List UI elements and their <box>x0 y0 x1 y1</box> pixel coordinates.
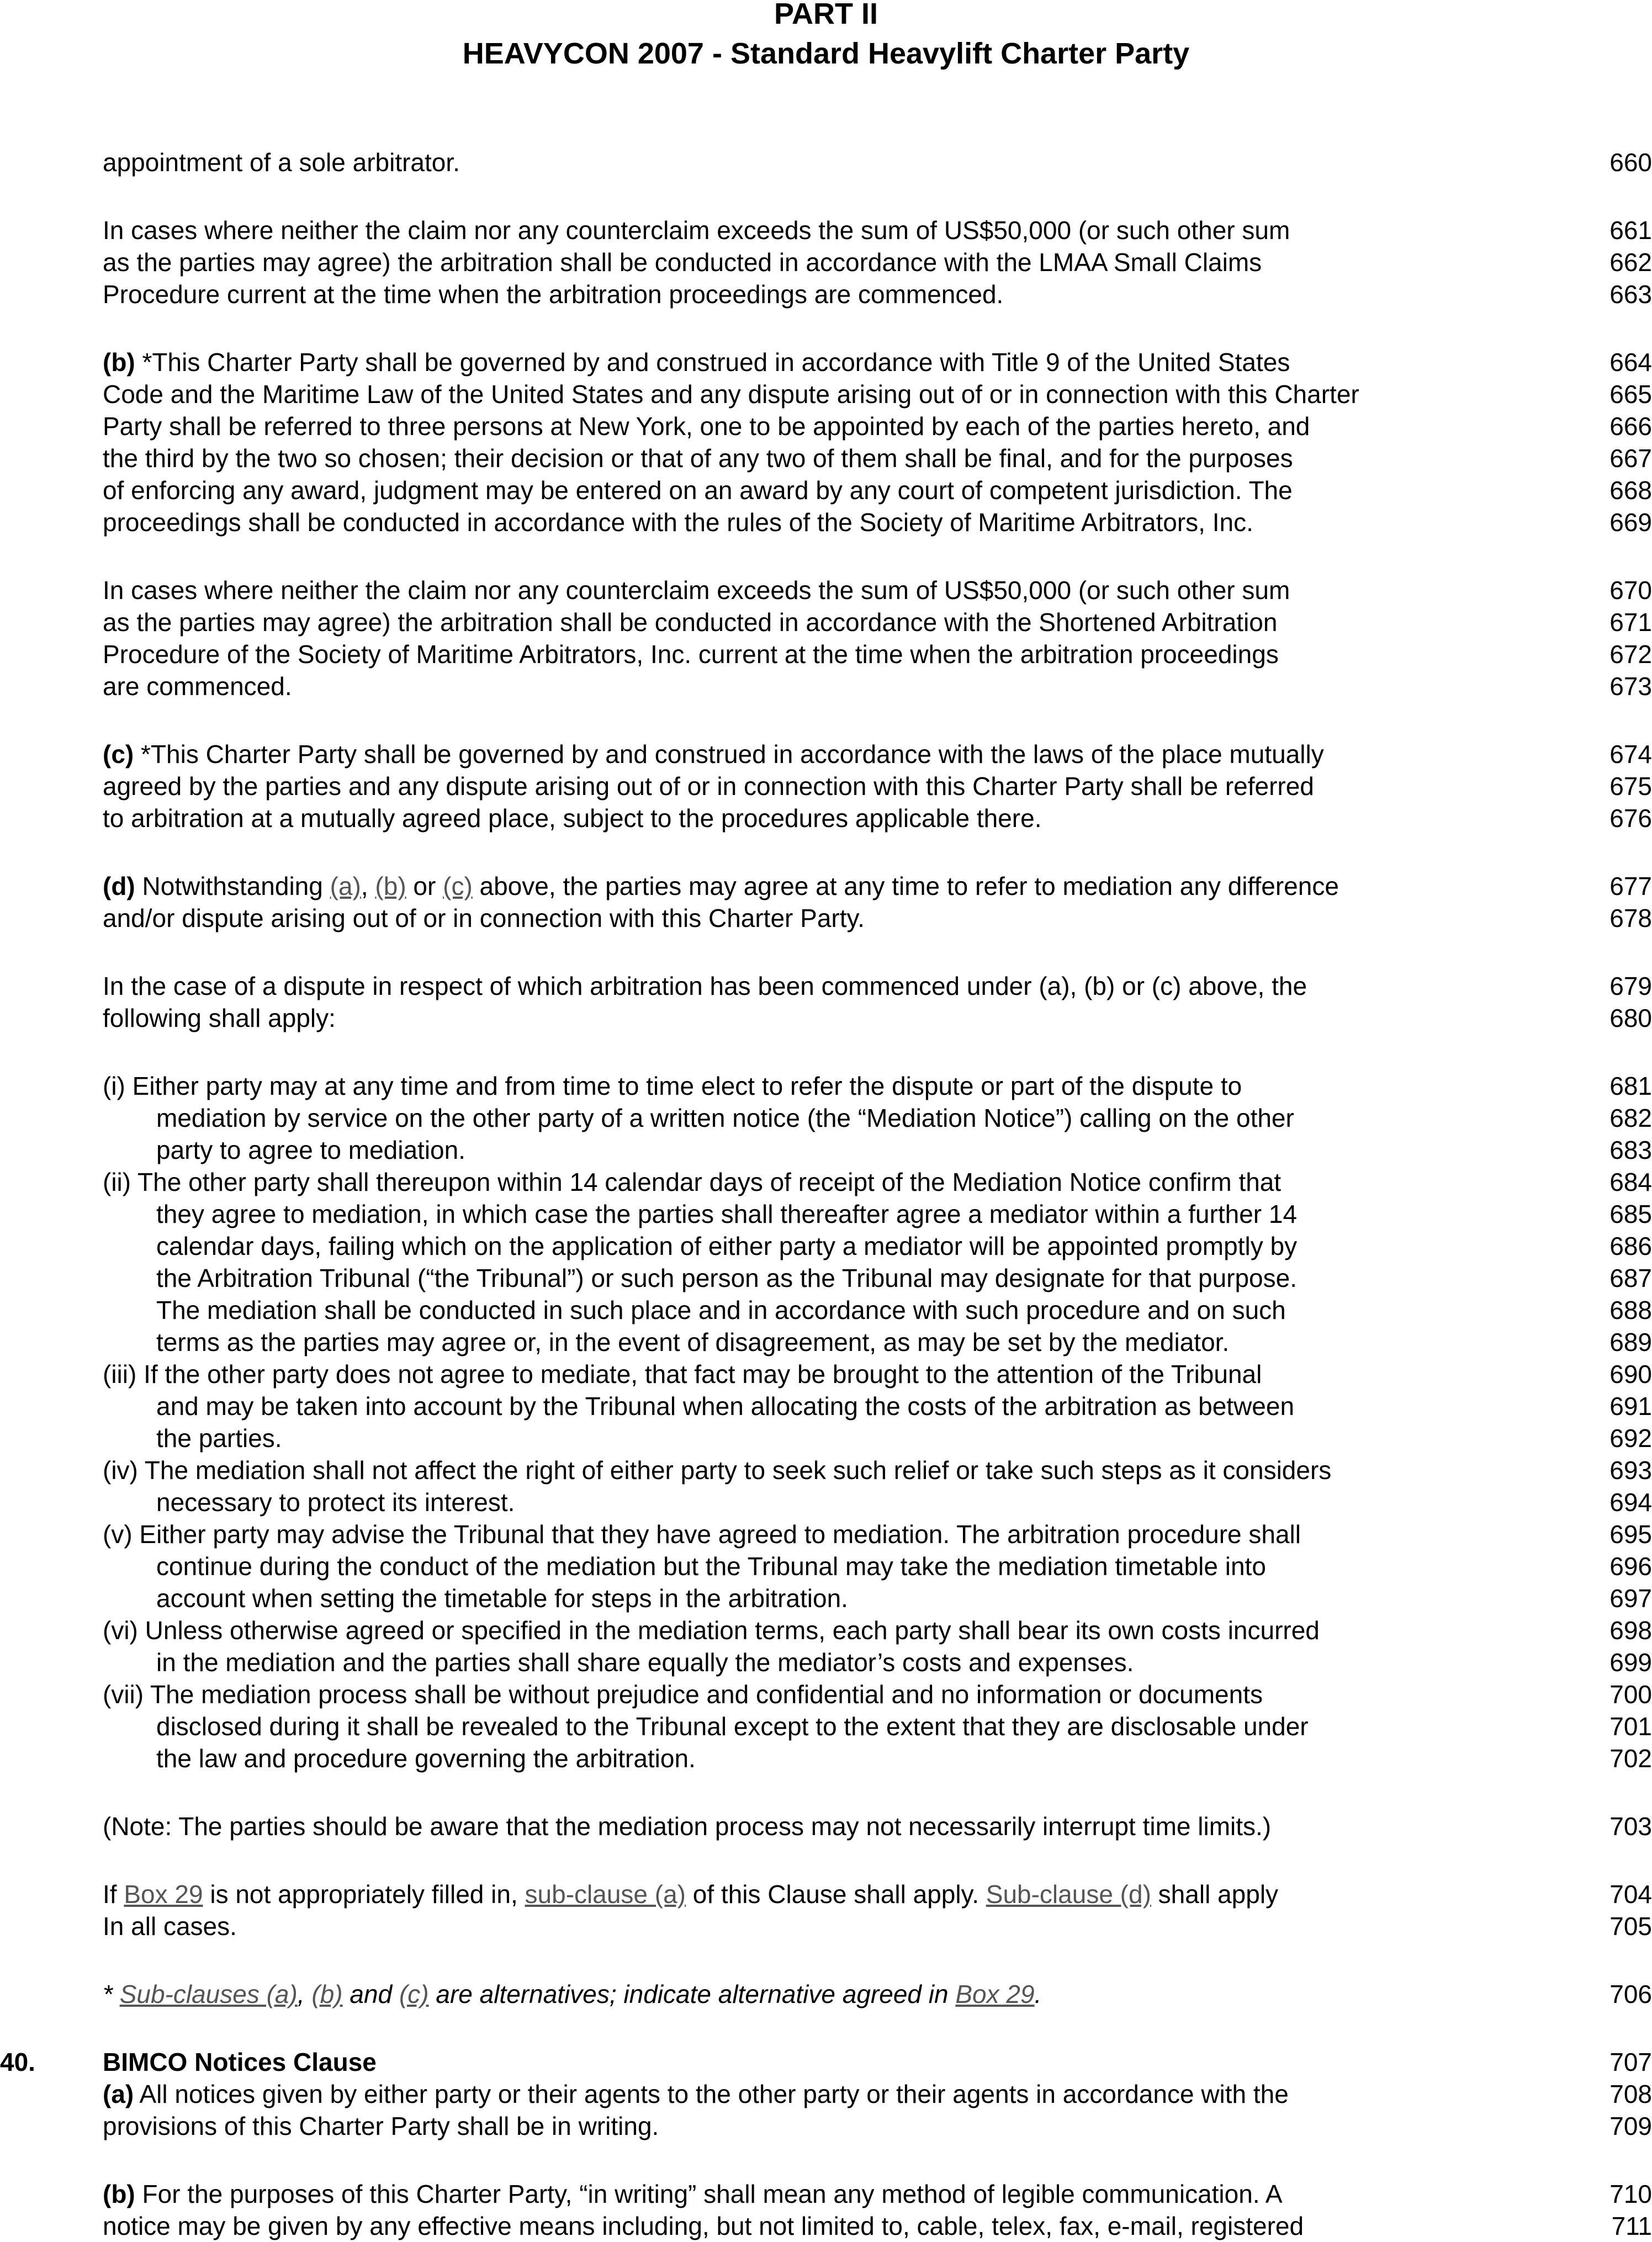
text-segment: and/or dispute arising out of or in connection with this Charter Party. <box>103 904 865 932</box>
text-line <box>156 1134 465 1166</box>
line-number: 704 <box>1609 1880 1652 1909</box>
text-segment: * <box>103 1980 120 2008</box>
line-number: 697 <box>1609 1584 1652 1613</box>
text-segment: the third by the two so chosen; their decision or that of any two of them shall be final, and for the purposes <box>103 444 1293 473</box>
text-segment: *This Charter Party shall be governed by and construed in accordance with the laws of the place mutually <box>134 740 1324 768</box>
text-line <box>156 1102 1294 1134</box>
text-segment: following shall apply: <box>103 1004 336 1032</box>
text-line <box>156 1550 1266 1582</box>
line-number: 690 <box>1609 1360 1652 1388</box>
cross-reference-link[interactable]: Box 29 <box>955 1980 1035 2008</box>
text-segment: *This Charter Party shall be governed by and construed in accordance with Title 9 of the United States <box>135 348 1290 377</box>
text-line <box>156 1198 1297 1230</box>
text-segment: party to agree to mediation. <box>156 1136 465 1164</box>
text-line <box>156 1422 282 1454</box>
cross-reference-link[interactable]: (c) <box>399 1980 429 2008</box>
text-segment: All notices given by either party or their agents to the other party or their agents in accordance with the <box>134 2080 1289 2108</box>
line-number: 669 <box>1609 508 1652 537</box>
text-segment: terms as the parties may agree or, in the event of disagreement, as may be set by the mediator. <box>156 1328 1230 1356</box>
text-line <box>103 2178 1283 2210</box>
line-number: 682 <box>1609 1104 1652 1132</box>
line-number: 687 <box>1609 1264 1652 1292</box>
text-segment: (c) <box>103 740 134 768</box>
text-segment: (Note: The parties should be aware that the mediation process may not necessarily interrupt time limits.) <box>103 1812 1272 1841</box>
text-line <box>103 2046 377 2078</box>
text-segment: of this Clause shall apply. <box>686 1880 986 1909</box>
text-segment: If <box>103 1880 124 1909</box>
line-number: 700 <box>1609 1680 1652 1709</box>
line-number: 705 <box>1609 1912 1652 1941</box>
text-line <box>103 474 1293 506</box>
line-number: 663 <box>1609 280 1652 309</box>
text-segment: (iii) If the other party does not agree to mediate, that fact may be brought to the attention of the Tribunal <box>103 1360 1262 1388</box>
text-line <box>156 1390 1294 1422</box>
text-segment: or <box>406 872 443 900</box>
line-number: 685 <box>1609 1200 1652 1228</box>
line-number: 678 <box>1609 904 1652 932</box>
line-number: 668 <box>1609 476 1652 505</box>
text-line <box>103 970 1307 1002</box>
text-segment: , <box>361 872 375 900</box>
line-number: 674 <box>1609 740 1652 768</box>
text-segment: In the case of a dispute in respect of which arbitration has been commenced under (a), (b) or (c) above, the <box>103 972 1307 1000</box>
line-number: 692 <box>1609 1424 1652 1453</box>
text-segment: Procedure current at the time when the arbitration proceedings are commenced. <box>103 280 1004 309</box>
text-line <box>156 1262 1297 1294</box>
text-line <box>103 1358 1262 1390</box>
text-segment: account when setting the timetable for steps in the arbitration. <box>156 1584 848 1613</box>
line-number: 691 <box>1609 1392 1652 1421</box>
text-line <box>156 1582 848 1614</box>
cross-reference-link[interactable]: Sub-clauses (a) <box>119 1980 298 2008</box>
line-number: 664 <box>1609 348 1652 377</box>
text-line <box>103 802 1041 834</box>
text-line <box>103 574 1290 606</box>
line-number: 683 <box>1609 1136 1652 1164</box>
text-segment: Notwithstanding <box>135 872 330 900</box>
text-segment: Party shall be referred to three persons at New York, one to be appointed by each of the parties hereto, and <box>103 412 1310 441</box>
text-segment: In cases where neither the claim nor any counterclaim exceeds the sum of US$50,000 (or such other sum <box>103 576 1290 605</box>
line-number: 670 <box>1609 576 1652 605</box>
cross-reference-link[interactable]: sub-clause (a) <box>525 1880 686 1909</box>
text-segment: (b) <box>103 348 135 377</box>
line-number: 693 <box>1609 1456 1652 1485</box>
text-line <box>103 1518 1301 1550</box>
text-line <box>103 278 1003 310</box>
text-segment: (a) <box>103 2080 134 2108</box>
line-number: 679 <box>1609 972 1652 1000</box>
part-heading: PART II <box>774 0 878 30</box>
text-line <box>103 638 1279 670</box>
text-segment: provisions of this Charter Party shall be in writing. <box>103 2112 659 2140</box>
text-line <box>156 1742 696 1774</box>
text-segment: as the parties may agree) the arbitration shall be conducted in accordance with the LMAA Small Claims <box>103 248 1262 277</box>
text-segment: (i) Either party may at any time and from time to time elect to refer the dispute or part of the dispute to <box>103 1072 1242 1100</box>
text-line <box>103 670 292 702</box>
line-number: 711 <box>1611 2212 1652 2240</box>
text-line <box>103 246 1262 278</box>
line-number: 681 <box>1609 1072 1652 1100</box>
text-line <box>103 2110 659 2142</box>
text-segment: are alternatives; indicate alternative agreed in <box>428 1980 956 2008</box>
text-line <box>103 378 1359 410</box>
text-segment: in the mediation and the parties shall share equally the mediator’s costs and expenses. <box>156 1648 1134 1677</box>
text-segment: In cases where neither the claim nor any counterclaim exceeds the sum of US$50,000 (or such other sum <box>103 216 1290 245</box>
line-number: 698 <box>1609 1616 1652 1645</box>
line-number: 708 <box>1609 2080 1652 2108</box>
text-segment: For the purposes of this Charter Party, “in writing” shall mean any method of legible communication. A <box>135 2180 1283 2208</box>
line-number: 706 <box>1609 1980 1652 2008</box>
text-segment: agreed by the parties and any dispute arising out of or in connection with this Charter Party shall be referred <box>103 772 1314 801</box>
text-line <box>103 214 1290 246</box>
line-number: 673 <box>1609 672 1652 701</box>
text-segment: Code and the Maritime Law of the United States and any dispute arising out of or in connection with this Charter <box>103 380 1359 409</box>
text-segment: the Arbitration Tribunal (“the Tribunal”) or such person as the Tribunal may designate for that purpose. <box>156 1264 1298 1292</box>
text-line <box>103 1454 1331 1486</box>
text-segment: and <box>342 1980 399 2008</box>
line-number: 677 <box>1609 872 1652 900</box>
text-segment: (vii) The mediation process shall be without prejudice and confidential and no information or documents <box>103 1680 1263 1709</box>
line-number: 709 <box>1609 2112 1652 2140</box>
text-segment: The mediation shall be conducted in such place and in accordance with such procedure and on such <box>156 1296 1286 1324</box>
text-segment: (vi) Unless otherwise agreed or specified in the mediation terms, each party shall bear its own costs incurred <box>103 1616 1320 1645</box>
text-line <box>103 2210 1304 2242</box>
cross-reference-link[interactable]: (b) <box>311 1980 343 2008</box>
text-segment: above, the parties may agree at any time to refer to mediation any difference <box>472 872 1339 900</box>
text-line <box>103 1910 237 1942</box>
text-segment: is not appropriately filled in, <box>203 1880 525 1909</box>
text-segment: calendar days, failing which on the application of either party a mediator will be appointed promptly by <box>156 1232 1298 1260</box>
text-line <box>103 770 1314 802</box>
line-number: 680 <box>1609 1004 1652 1032</box>
text-segment: to arbitration at a mutually agreed place, subject to the procedures applicable there. <box>103 804 1042 833</box>
text-segment: . <box>1034 1980 1042 2008</box>
text-line <box>103 442 1293 474</box>
line-number: 660 <box>1609 148 1652 177</box>
line-number: 672 <box>1609 640 1652 669</box>
text-segment: the parties. <box>156 1424 282 1453</box>
text-line <box>103 902 865 934</box>
cross-reference-link[interactable]: (c) <box>443 872 473 900</box>
text-segment: of enforcing any award, judgment may be entered on an award by any court of competent jurisdiction. The <box>103 476 1293 505</box>
text-segment: proceedings shall be conducted in accordance with the rules of the Society of Maritime Arbitrators, Inc. <box>103 508 1253 537</box>
text-line <box>103 1878 1278 1910</box>
cross-reference-link[interactable]: Sub-clause (d) <box>986 1880 1151 1909</box>
text-line <box>103 1070 1242 1102</box>
line-number: 665 <box>1609 380 1652 409</box>
text-segment: (ii) The other party shall thereupon within 14 calendar days of receipt of the Mediation Notice confirm that <box>103 1168 1282 1196</box>
line-number: 662 <box>1609 248 1652 277</box>
text-line <box>156 1486 515 1518</box>
text-segment: continue during the conduct of the mediation but the Tribunal may take the mediation timetable into <box>156 1552 1266 1581</box>
text-line <box>103 506 1253 538</box>
cross-reference-link[interactable]: (b) <box>375 872 406 900</box>
text-segment: (iv) The mediation shall not affect the right of either party to seek such relief or take such steps as it considers <box>103 1456 1332 1485</box>
line-number: 694 <box>1609 1488 1652 1517</box>
text-segment: the law and procedure governing the arbitration. <box>156 1744 696 1773</box>
text-line <box>156 1646 1134 1678</box>
text-segment: appointment of a sole arbitrator. <box>103 148 460 177</box>
text-line <box>156 1294 1286 1326</box>
text-line <box>156 1230 1297 1262</box>
text-segment: disclosed during it shall be revealed to the Tribunal except to the extent that they are disclosable under <box>156 1712 1309 1741</box>
line-number: 699 <box>1609 1648 1652 1677</box>
text-segment: (v) Either party may advise the Tribunal that they have agreed to mediation. The arbitration procedure shall <box>103 1520 1301 1549</box>
line-number: 676 <box>1609 804 1652 833</box>
line-number: 695 <box>1609 1520 1652 1549</box>
text-segment: Procedure of the Society of Maritime Arbitrators, Inc. current at the time when the arbitration proceedings <box>103 640 1279 669</box>
text-segment: (b) <box>103 2180 135 2208</box>
text-segment: notice may be given by any effective means including, but not limited to, cable, telex, fax, e-mail, registered <box>103 2212 1304 2240</box>
text-segment: In all cases. <box>103 1912 237 1941</box>
line-number: 661 <box>1609 216 1652 245</box>
text-line <box>103 1002 336 1034</box>
line-number: 684 <box>1609 1168 1652 1196</box>
text-segment: necessary to protect its interest. <box>156 1488 515 1517</box>
text-line <box>103 410 1310 442</box>
line-number: 702 <box>1609 1744 1652 1773</box>
text-segment: as the parties may agree) the arbitration shall be conducted in accordance with the Shortened Arbitration <box>103 608 1278 637</box>
line-number: 703 <box>1609 1812 1652 1841</box>
text-segment: shall apply <box>1151 1880 1279 1909</box>
text-segment: they agree to mediation, in which case the parties shall thereafter agree a mediator within a further 14 <box>156 1200 1298 1228</box>
text-line <box>103 146 460 178</box>
clause-number: 40. <box>0 2048 35 2076</box>
text-segment: , <box>297 1980 312 2008</box>
text-line <box>103 346 1290 378</box>
text-line <box>103 1810 1271 1842</box>
text-segment: BIMCO Notices Clause <box>103 2048 377 2076</box>
text-line <box>103 1166 1281 1198</box>
text-line <box>103 1614 1320 1646</box>
text-line <box>103 1978 1041 2010</box>
document-title: HEAVYCON 2007 - Standard Heavylift Charter Party <box>462 37 1190 70</box>
text-line <box>103 606 1277 638</box>
cross-reference-link[interactable]: (a) <box>330 872 361 900</box>
line-number: 710 <box>1609 2180 1652 2208</box>
text-line <box>156 1710 1309 1742</box>
line-number: 696 <box>1609 1552 1652 1581</box>
line-number: 686 <box>1609 1232 1652 1260</box>
text-segment: (d) <box>103 872 135 900</box>
text-line <box>103 738 1324 770</box>
line-number: 666 <box>1609 412 1652 441</box>
text-segment: mediation by service on the other party of a written notice (the “Mediation Notice”) calling on the other <box>156 1104 1294 1132</box>
text-line <box>103 870 1339 902</box>
text-segment: are commenced. <box>103 672 292 701</box>
cross-reference-link[interactable]: Box 29 <box>124 1880 203 1909</box>
text-line <box>103 1678 1263 1710</box>
text-segment: and may be taken into account by the Tribunal when allocating the costs of the arbitration as between <box>156 1392 1295 1421</box>
line-number: 701 <box>1609 1712 1652 1741</box>
line-number: 689 <box>1609 1328 1652 1356</box>
line-number: 688 <box>1609 1296 1652 1324</box>
text-line <box>156 1326 1229 1358</box>
line-number: 707 <box>1609 2048 1652 2076</box>
text-line <box>103 2078 1289 2110</box>
line-number: 671 <box>1609 608 1652 637</box>
line-number: 667 <box>1609 444 1652 473</box>
line-number: 675 <box>1609 772 1652 801</box>
